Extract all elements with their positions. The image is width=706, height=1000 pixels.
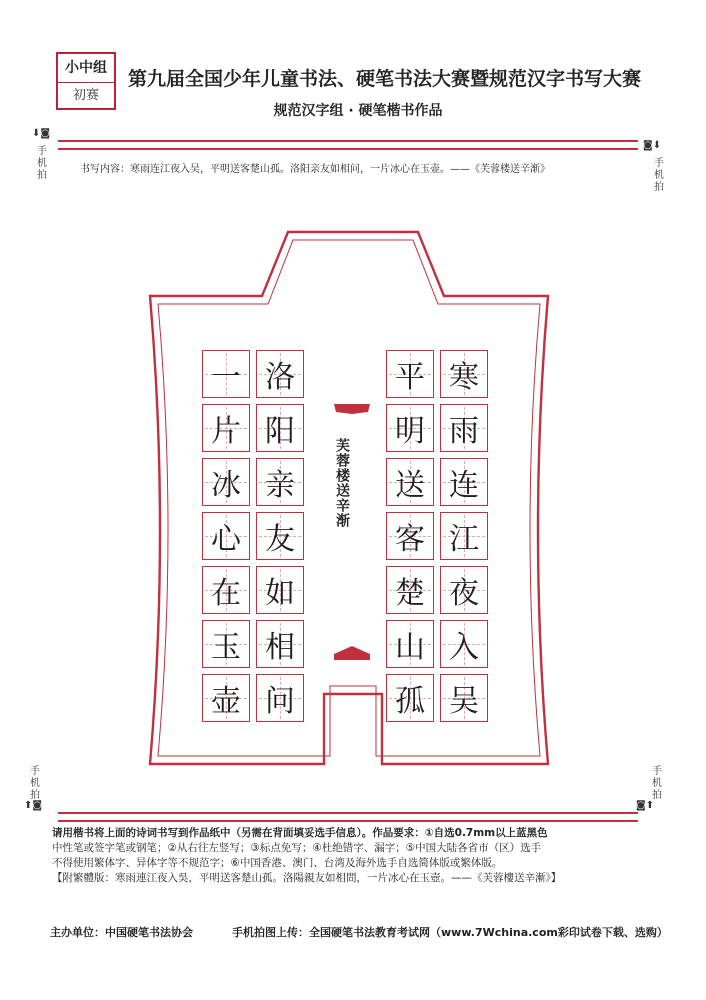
character: 问 [265,684,295,719]
grid-cell [386,566,434,614]
grid-cell [256,404,304,452]
poem-title: 芙蓉楼送辛渐 [334,438,350,528]
character: 在 [211,576,241,611]
character: 壶 [211,684,241,719]
character: 一 [211,360,241,395]
character: 入 [449,630,479,665]
grid-cell [202,674,250,722]
grid-cell [202,458,250,506]
grid-cell [440,566,488,614]
grid-cell [256,566,304,614]
organizer: 主办单位：中国硬笔书法协会 [50,926,193,939]
content-line: 书写内容：寒雨连江夜入吴，平明送客楚山孤。洛阳亲友如相问，一片冰心在玉壶。——《芙蓉楼送辛渐》 [80,164,550,175]
character: 雨 [449,414,479,449]
camera-icon: ◙⬇ [643,140,662,151]
grid-cell [440,620,488,668]
page-subtitle: 规范汉字组 · 硬笔楷书作品 [273,103,443,119]
instruction-line: 【附繁體版：寒雨連江夜入吳，平明送客楚山孤。洛陽親友如相問，一片冰心在玉壺。——《芙蓉樓送辛漸》】 [52,872,562,884]
character: 片 [211,414,241,449]
character: 洛 [265,360,295,395]
grid-cell [256,350,304,398]
badge-round-label: 初赛 [72,88,99,103]
character: 山 [395,630,425,665]
grid-cell [386,620,434,668]
page-title: 第九届全国少年儿童书法、硬笔书法大赛暨规范汉字书写大赛 [128,68,642,90]
instruction-line: 中性笔或签字笔或钢笔；②从右往左竖写；③标点免写；④杜绝错字、漏字；⑤中国大陆各省市（区）选手 [52,842,542,854]
badge-group-label: 小中组 [58,54,114,83]
instruction-line: 不得使用繁体字、异体字等不规范字；⑥中国香港、澳门、台湾及海外选手自选简体版或繁体版。 [52,857,503,869]
character: 送 [395,468,425,503]
character: 友 [265,522,295,557]
grid-cell [202,404,250,452]
grid-cell [202,350,250,398]
character: 楚 [395,576,425,611]
grid-cell [202,566,250,614]
side-mark-left-top: 手机拍 [37,146,47,181]
grid-cell [256,674,304,722]
character: 冰 [211,468,241,503]
character: 孤 [395,684,425,719]
grid-cell [386,404,434,452]
grid-cell [440,458,488,506]
grid-cell [202,512,250,560]
grid-cell [202,620,250,668]
character: 平 [395,360,425,395]
side-mark-right-bottom: 手机拍 [652,766,662,801]
character: 吴 [449,684,479,719]
character: 心 [211,522,241,557]
grid-cell [440,404,488,452]
character: 明 [395,414,425,449]
character: 阳 [265,414,295,449]
character: 相 [265,630,295,665]
camera-icon: ⬇◙ [32,128,51,139]
side-mark-right-top: 手机拍 [654,158,664,193]
instructions [52,826,652,886]
camera-icon: ⬆◙ [24,800,43,811]
character: 玉 [211,630,241,665]
grid-cell [440,512,488,560]
character: 如 [265,576,295,611]
character: 江 [449,522,479,557]
grid-cell [386,512,434,560]
grid-cell [440,350,488,398]
grid-cell [440,674,488,722]
grid-cell [256,620,304,668]
upload-info: 手机拍图上传：全国硬笔书法教育考试网（www.7Wchina.com彩印试卷下载、选购） [232,926,668,939]
camera-icon: ◙⬆ [636,800,655,811]
grid-cell [386,674,434,722]
character: 客 [395,522,425,557]
grid-cell [386,458,434,506]
side-mark-left-bottom: 手机拍 [30,766,40,801]
character: 夜 [449,576,479,611]
grid-cell [256,512,304,560]
grid-cell [256,458,304,506]
character: 寒 [449,360,479,395]
character: 连 [449,468,479,503]
grid-cell [386,350,434,398]
instruction-line: 请用楷书将上面的诗词书写到作品纸中（另需在背面填妥选手信息）。作品要求：①自选0.7mm以上蓝黑色 [52,827,548,839]
character: 亲 [265,468,295,503]
